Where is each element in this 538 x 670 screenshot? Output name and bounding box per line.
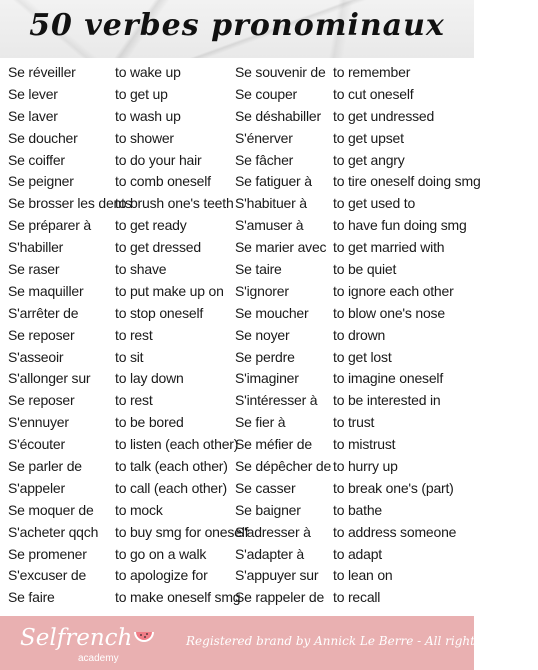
right-french-verb: Se fier à (235, 414, 286, 431)
right-english-verb: to trust (333, 414, 375, 431)
right-english-column (333, 62, 481, 609)
left-english-verb: to do your hair (115, 151, 202, 168)
right-english-verb: to get used to (333, 195, 416, 212)
right-french-verb: S'imaginer (235, 370, 299, 387)
right-french-verb: Se moucher (235, 304, 309, 321)
right-english-verb: to get angry (333, 151, 405, 168)
right-english-verb: to blow one's nose (333, 304, 445, 321)
left-english-verb: to rest (115, 392, 153, 409)
left-french-verb: Se lever (8, 85, 58, 102)
right-french-verb: Se fâcher (235, 151, 294, 168)
left-french-verb: S'appeler (8, 479, 65, 496)
left-french-verb: Se maquiller (8, 282, 84, 299)
right-english-verb: to be interested in (333, 392, 441, 409)
left-french-verb: Se reposer (8, 326, 75, 343)
left-english-verb: to be bored (115, 414, 184, 431)
watermelon-slice-icon (133, 629, 155, 647)
left-french-verb: S'acheter qqch (8, 523, 99, 540)
left-french-verb: S'asseoir (8, 348, 64, 365)
left-english-verb: to shave (115, 261, 167, 278)
left-english-verb: to sit (115, 348, 144, 365)
right-english-verb: to get lost (333, 348, 392, 365)
left-english-verb: to talk (each other) (115, 458, 228, 475)
left-french-verb: S'excuser de (8, 567, 87, 584)
right-english-verb: to address someone (333, 523, 457, 540)
right-french-verb: S'adresser à (235, 523, 311, 540)
left-english-verb: to call (each other) (115, 479, 227, 496)
right-english-verb: to have fun doing smg (333, 217, 467, 234)
right-french-verb: Se fatiguer à (235, 173, 312, 190)
left-english-verb: to wake up (115, 64, 181, 80)
right-english-verb: to cut oneself (333, 85, 414, 102)
left-french-verb: Se raser (8, 261, 60, 278)
left-french-verb: S'allonger sur (8, 370, 91, 387)
right-english-verb: to recall (333, 589, 381, 606)
copyright-credit: Registered brand by Annick Le Berre - All rights reserved (186, 634, 538, 648)
left-french-verb: Se laver (8, 107, 58, 124)
left-english-column (115, 62, 249, 609)
right-english-verb: to hurry up (333, 458, 398, 475)
right-english-verb: to drown (333, 326, 386, 343)
right-french-verb: Se taire (235, 261, 282, 278)
left-english-verb: to stop oneself (115, 304, 204, 321)
left-english-verb: to mock (115, 501, 163, 518)
left-english-verb: to get up (115, 85, 168, 102)
left-english-verb: to get dressed (115, 239, 201, 256)
left-english-verb: to brush one's teeth (115, 195, 234, 212)
right-english-verb: to bathe (333, 501, 382, 518)
right-english-verb: to get married with (333, 239, 445, 256)
left-english-verb: to wash up (115, 107, 181, 124)
left-english-verb: to make oneself smg (115, 589, 241, 606)
right-french-verb: S'intéresser à (235, 392, 318, 409)
right-english-verb: to mistrust (333, 436, 396, 453)
right-english-verb: to adapt (333, 545, 382, 562)
left-french-verb: S'écouter (8, 436, 65, 453)
left-french-verb: Se moquer de (8, 501, 94, 518)
left-english-verb: to shower (115, 129, 174, 146)
right-french-verb: Se perdre (235, 348, 295, 365)
right-french-verb: Se souvenir de (235, 64, 326, 80)
right-french-column (235, 62, 333, 609)
right-english-verb: to break one's (part) (333, 479, 454, 496)
right-french-verb: S'adapter à (235, 545, 304, 562)
right-english-verb: to remember (333, 64, 411, 80)
right-english-verb: to be quiet (333, 261, 397, 278)
right-english-verb: to tire oneself doing smg (333, 173, 481, 190)
left-french-verb: Se brosser les dents (8, 195, 132, 212)
right-french-verb: Se couper (235, 85, 298, 102)
left-french-verb: Se peigner (8, 173, 74, 190)
right-french-verb: Se noyer (235, 326, 290, 343)
left-english-verb: to put make up on (115, 282, 224, 299)
right-french-verb: S'amuser à (235, 217, 304, 234)
right-english-verb: to lean on (333, 567, 393, 584)
left-french-verb: Se reposer (8, 392, 75, 409)
left-french-verb: S'arrêter de (8, 304, 79, 321)
right-french-verb: S'appuyer sur (235, 567, 319, 584)
right-english-verb: to get undressed (333, 107, 435, 124)
left-french-verb: Se préparer à (8, 217, 92, 234)
right-french-verb: S'énerver (235, 129, 293, 146)
right-english-verb: to get upset (333, 129, 404, 146)
right-french-verb: Se rappeler de (235, 589, 325, 606)
right-french-verb: Se dépêcher de (235, 458, 332, 475)
right-french-verb: Se baigner (235, 501, 301, 518)
right-french-verb: Se marier avec (235, 239, 327, 256)
left-french-verb: Se parler de (8, 458, 82, 475)
left-english-verb: to go on a walk (115, 545, 207, 562)
right-french-verb: Se déshabiller (235, 107, 321, 124)
left-french-verb: Se coiffer (8, 151, 65, 168)
left-english-verb: to apologize for (115, 567, 208, 584)
right-french-verb: S'habituer à (235, 195, 307, 212)
footer-bar (0, 616, 538, 670)
right-french-verb: S'ignorer (235, 282, 289, 299)
left-french-verb: S'ennuyer (8, 414, 69, 431)
left-english-verb: to get ready (115, 217, 187, 234)
left-french-verb: Se réveiller (8, 64, 76, 80)
left-english-verb: to lay down (115, 370, 184, 387)
left-english-verb: to rest (115, 326, 153, 343)
left-english-verb: to listen (each other) (115, 436, 239, 453)
left-english-verb: to comb oneself (115, 173, 211, 190)
right-english-verb: to ignore each other (333, 282, 454, 299)
left-french-verb: S'habiller (8, 239, 64, 256)
brand-name: Selfrench (20, 625, 133, 651)
right-english-verb: to imagine oneself (333, 370, 444, 387)
left-french-verb: Se faire (8, 589, 55, 606)
brand-subtitle: academy (78, 653, 119, 664)
left-french-verb: Se doucher (8, 129, 78, 146)
left-french-verb: Se promener (8, 545, 87, 562)
right-french-verb: Se méfier de (235, 436, 312, 453)
left-english-verb: to buy smg for oneself (115, 523, 249, 540)
right-french-verb: Se casser (235, 479, 296, 496)
marble-header (0, 0, 474, 58)
page-title: 50 verbes pronominaux (29, 8, 445, 43)
